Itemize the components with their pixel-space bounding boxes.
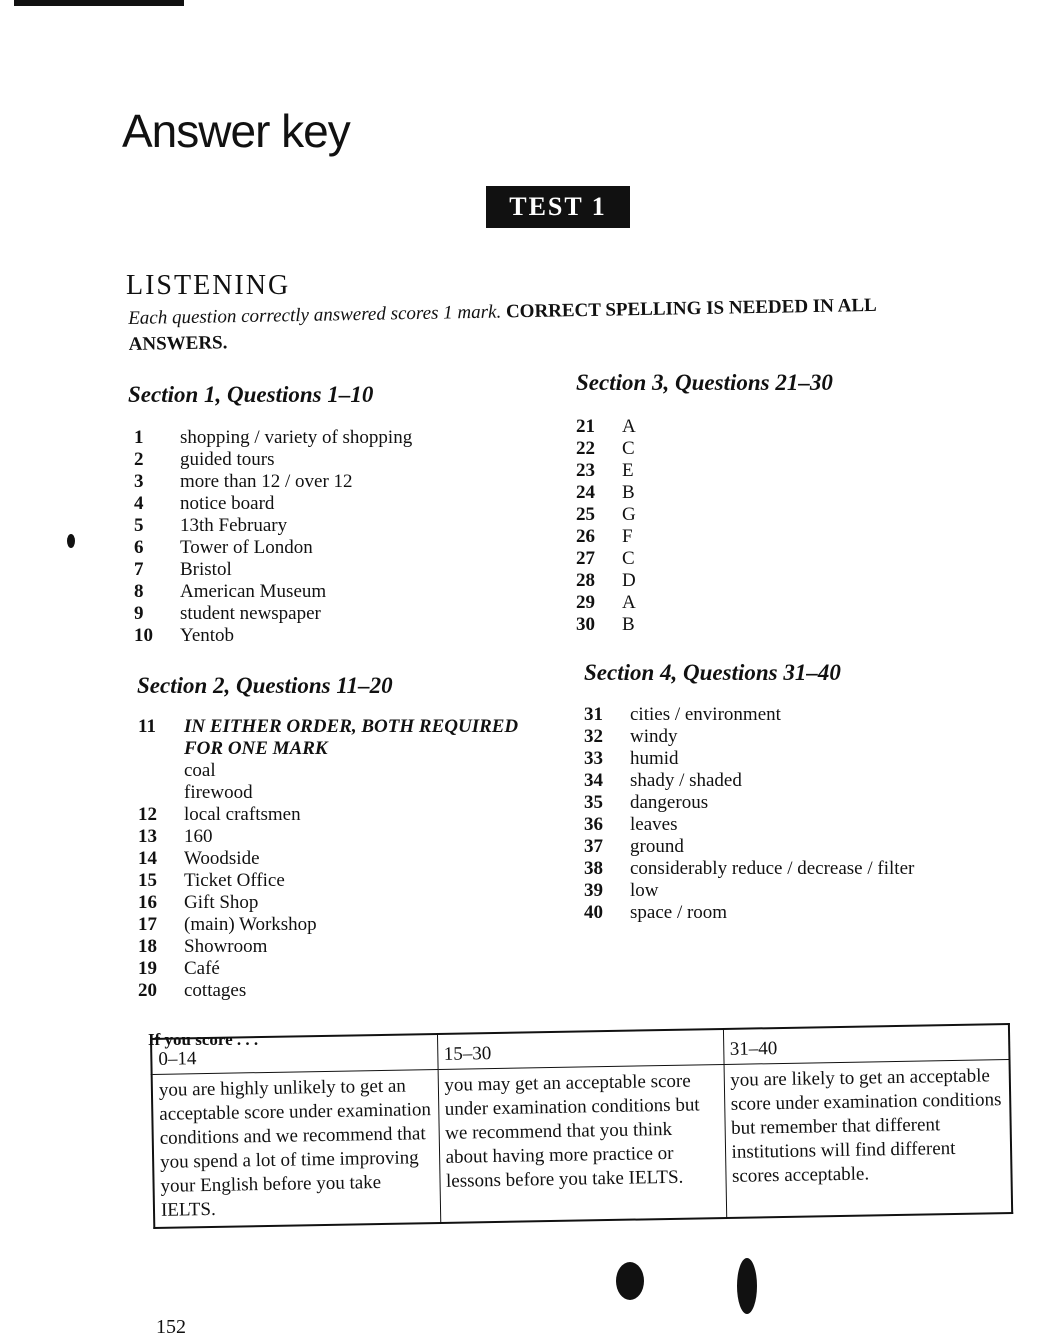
answer-text: firewood <box>184 782 253 803</box>
question-number: 16 <box>138 892 157 913</box>
question-number: 40 <box>584 902 603 923</box>
question-number: 38 <box>584 858 603 879</box>
score-band-advice: you are highly unlikely to get an acceptable score under examination conditions and we recommend that you spend a lot of time improving your English before you take IELTS. <box>152 1069 441 1227</box>
score-band-header: 0–14 <box>151 1034 438 1074</box>
question-number: 32 <box>584 726 603 747</box>
question-number: 28 <box>576 570 595 591</box>
section-1-title: Section 1, Questions 1–10 <box>128 382 374 407</box>
answer-text: cottages <box>184 980 247 1001</box>
answer-text: Woodside <box>184 848 260 869</box>
question-number: 33 <box>584 748 603 769</box>
listening-heading: LISTENING <box>126 270 291 301</box>
answer-text: American Museum <box>180 581 327 602</box>
answer-row <box>584 880 914 902</box>
section-4-title: Section 4, Questions 31–40 <box>584 660 841 685</box>
question-number: 34 <box>584 770 603 791</box>
answer-text: low <box>630 880 659 901</box>
question-number: 12 <box>138 804 157 825</box>
answer-row <box>134 559 412 581</box>
answer-row <box>576 614 636 636</box>
question-number: 4 <box>134 493 144 514</box>
answer-text: B <box>622 614 635 635</box>
section-2-title: Section 2, Questions 11–20 <box>137 673 393 698</box>
question-number: 26 <box>576 526 595 547</box>
answer-row <box>138 980 518 1002</box>
section-3-list <box>576 416 636 636</box>
answer-row <box>138 716 518 738</box>
score-table <box>150 1023 1013 1229</box>
answer-text: shopping / variety of shopping <box>180 427 413 448</box>
instruction-line: FOR ONE MARK <box>184 738 328 759</box>
scan-speck <box>737 1258 757 1314</box>
question-number: 20 <box>138 980 157 1001</box>
answer-text: (main) Workshop <box>184 914 317 935</box>
section-3-title: Section 3, Questions 21–30 <box>576 370 833 395</box>
question-number: 5 <box>134 515 144 536</box>
section-4-list <box>584 704 914 924</box>
scan-speck <box>616 1262 644 1300</box>
answer-row <box>584 704 914 726</box>
answer-row <box>576 548 636 570</box>
answer-row <box>584 792 914 814</box>
question-number: 39 <box>584 880 603 901</box>
answer-row <box>576 570 636 592</box>
question-number: 2 <box>134 449 144 470</box>
answer-text: more than 12 / over 12 <box>180 471 353 492</box>
answer-text: Yentob <box>180 625 235 646</box>
answer-text: D <box>622 570 636 591</box>
answer-row <box>584 858 914 880</box>
question-number: 19 <box>138 958 157 979</box>
answer-row <box>134 603 412 625</box>
score-band-header: 31–40 <box>723 1024 1010 1064</box>
answer-text: B <box>622 482 635 503</box>
answer-row <box>138 848 518 870</box>
answer-text: student newspaper <box>180 603 321 624</box>
answer-text: Gift Shop <box>184 892 259 913</box>
answer-row <box>584 902 914 924</box>
question-number: 13 <box>138 826 157 847</box>
question-number: 36 <box>584 814 603 835</box>
answer-text: C <box>622 548 635 569</box>
answer-row <box>134 537 412 559</box>
answer-row <box>134 581 412 603</box>
answer-text: 13th February <box>180 515 288 536</box>
answer-text: ground <box>630 836 684 857</box>
question-number: 30 <box>576 614 595 635</box>
answer-text: A <box>622 592 636 613</box>
answer-row <box>134 449 412 471</box>
answer-row <box>138 870 518 892</box>
answer-row <box>138 936 518 958</box>
answer-row <box>134 625 412 647</box>
question-number: 21 <box>576 416 595 437</box>
score-band-advice: you are likely to get an acceptable score under examination conditions but remember that different institutions will find different scores acceptable. <box>724 1060 1013 1218</box>
question-number: 9 <box>134 603 144 624</box>
section-1-list <box>134 427 412 647</box>
answer-text: considerably reduce / decrease / filter <box>630 858 915 879</box>
question-number: 23 <box>576 460 595 481</box>
answer-text: coal <box>184 760 216 781</box>
question-number: 6 <box>134 537 144 558</box>
answer-text: humid <box>630 748 679 769</box>
scan-speck <box>67 534 75 548</box>
answer-text: dangerous <box>630 792 709 813</box>
instruction-line: IN EITHER ORDER, BOTH REQUIRED <box>184 716 519 737</box>
top-edge-bar <box>14 0 184 6</box>
answer-text: space / room <box>630 902 728 923</box>
answer-row <box>138 826 518 848</box>
score-table-body-row <box>152 1060 1013 1228</box>
question-number: 14 <box>138 848 157 869</box>
answer-row <box>584 726 914 748</box>
answer-row <box>138 892 518 914</box>
answer-row <box>576 592 636 614</box>
answer-row <box>138 914 518 936</box>
answer-row <box>576 482 636 504</box>
intro-italic: Each question correctly answered scores 1 mark. <box>128 301 502 329</box>
answer-text: local craftsmen <box>184 804 301 825</box>
test-badge: TEST 1 <box>486 186 630 228</box>
answer-text: Ticket Office <box>184 870 285 891</box>
page-number: 152 <box>156 1316 186 1338</box>
answer-row <box>584 836 914 858</box>
answer-text: Café <box>184 958 220 979</box>
answer-text: leaves <box>630 814 678 835</box>
question-number: 17 <box>138 914 157 935</box>
answer-row <box>138 804 518 826</box>
answer-row <box>584 770 914 792</box>
question-number: 11 <box>138 716 156 737</box>
answer-row <box>576 438 636 460</box>
question-number: 7 <box>134 559 144 580</box>
question-number: 22 <box>576 438 595 459</box>
answer-row <box>138 958 518 980</box>
answer-row <box>134 515 412 537</box>
question-number: 29 <box>576 592 595 613</box>
answer-row <box>134 471 412 493</box>
answer-text: windy <box>630 726 678 747</box>
answer-text: Showroom <box>184 936 268 957</box>
question-number: 37 <box>584 836 603 857</box>
answer-text: Bristol <box>180 559 232 580</box>
answer-row <box>576 504 636 526</box>
question-number: 1 <box>134 427 144 448</box>
answer-row <box>134 427 412 449</box>
question-number: 24 <box>576 482 595 503</box>
score-table-label: If you score . . . <box>148 1030 259 1049</box>
question-number: 10 <box>134 625 153 646</box>
answer-text: E <box>622 460 634 481</box>
answer-row <box>134 493 412 515</box>
answer-text: guided tours <box>180 449 275 470</box>
answer-row <box>576 416 636 438</box>
answer-row <box>576 460 636 482</box>
score-band-advice: you may get an acceptable score under examination conditions but we recommend that you think about having more practice or lessons before you take IELTS. <box>438 1064 727 1222</box>
answer-text: cities / environment <box>630 704 781 725</box>
question-number: 15 <box>138 870 157 891</box>
question-number: 18 <box>138 936 157 957</box>
answer-text: F <box>622 526 633 547</box>
answer-text: shady / shaded <box>630 770 742 791</box>
answer-row <box>584 748 914 770</box>
question-number: 25 <box>576 504 595 525</box>
question-number: 35 <box>584 792 603 813</box>
question-number: 27 <box>576 548 595 569</box>
answer-text: G <box>622 504 636 525</box>
answer-row <box>576 526 636 548</box>
answer-text: notice board <box>180 493 275 514</box>
intro-caps: CORRECT SPELLING IS NEEDED IN ALL ANSWERS. <box>128 294 876 355</box>
answer-text: A <box>622 416 636 437</box>
page-title: Answer key <box>122 105 350 157</box>
answer-text: Tower of London <box>180 537 313 558</box>
answer-row <box>584 814 914 836</box>
question-number: 31 <box>584 704 603 725</box>
score-band-header: 15–30 <box>437 1029 724 1069</box>
section-2-list <box>138 716 518 1002</box>
answer-text: C <box>622 438 635 459</box>
question-number: 8 <box>134 581 144 602</box>
answer-text: 160 <box>184 826 213 847</box>
question-number: 3 <box>134 471 144 492</box>
